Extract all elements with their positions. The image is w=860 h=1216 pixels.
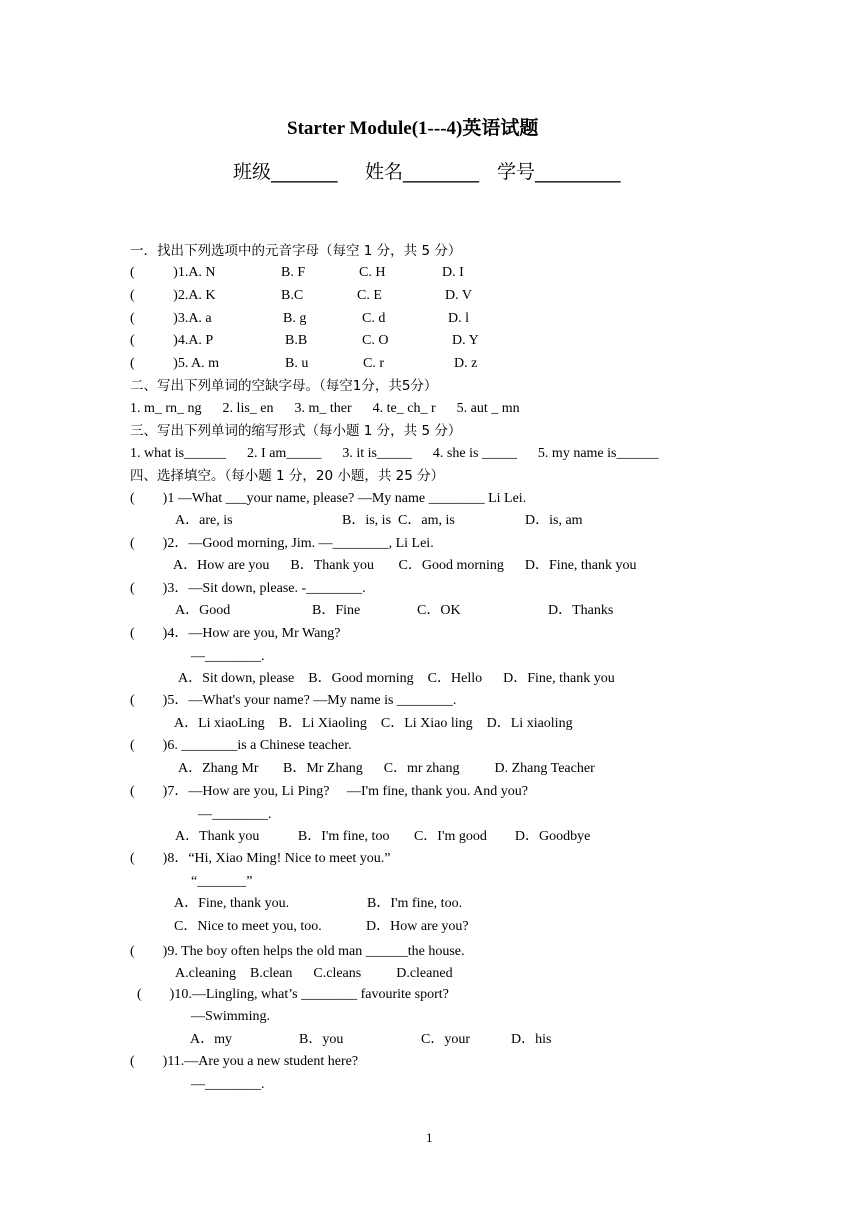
s1-question-3: ( )3.A. a [130, 311, 212, 326]
s4-q7-answer-blank: —________. [198, 807, 272, 822]
s4-q3-option-d: D．Thanks [548, 603, 614, 618]
s4-q6-options: A．Zhang Mr B．Mr Zhang C．mr zhang D. Zhang Teacher [178, 761, 595, 776]
s1-q3-option-b: B. g [283, 311, 307, 326]
s4-q3-option-c: C．OK [417, 603, 461, 618]
s4-question-10: ( )10.—Lingling, what’s ________ favourite sport? [137, 987, 449, 1002]
s4-q8-answer-blank: “_______” [191, 874, 253, 889]
s4-q10-option-c: C．your [421, 1032, 470, 1047]
section2-line: 1. m_ rn_ ng 2. lis_ en 3. m_ ther 4. te_ ch_ r 5. aut _ mn [130, 401, 520, 416]
section4-heading: 四、选择填空。（每小题 1 分，20 小题，共 25 分） [130, 468, 445, 484]
s4-question-6: ( )6. ________is a Chinese teacher. [130, 738, 352, 753]
s1-q3-option-c: C. d [362, 311, 386, 326]
s1-q1-option-b: B. F [281, 265, 306, 280]
page-number: 1 [426, 1130, 433, 1145]
name-field-label: 姓名________ [365, 161, 480, 183]
s4-q10-option-a: A．my [190, 1032, 232, 1047]
s1-q4-option-c: C. O [362, 333, 389, 348]
s4-q9-options: A.cleaning B.clean C.cleans D.cleaned [175, 966, 453, 981]
s4-q1-option-a: A．are, is [175, 513, 233, 528]
s4-q2-options: A．How are you B．Thank you C．Good morning D．Fine, thank you [173, 558, 637, 573]
s4-question-1: ( )1 —What ___your name, please? —My name ________ Li Lei. [130, 491, 527, 506]
class-field-label: 班级_______ [233, 161, 338, 183]
s4-q10-answer: —Swimming. [191, 1009, 270, 1024]
s4-q10-option-d: D．his [511, 1032, 552, 1047]
s4-q10-option-b: B．you [299, 1032, 344, 1047]
s4-q4-answer-blank: —________. [191, 649, 265, 664]
s1-question-1: ( )1.A. N [130, 265, 216, 280]
s4-q8-option-d: D．How are you? [366, 919, 469, 934]
s4-question-11: ( )11.—Are you a new student here? [130, 1054, 359, 1069]
s1-q3-option-d: D. l [448, 311, 469, 326]
s4-q8-option-a: A．Fine, thank you. [174, 896, 290, 911]
page-title: Starter Module(1---4)英语试题 [287, 118, 539, 139]
s4-question-3: ( )3．—Sit down, please. -________. [130, 581, 366, 596]
student-id-field-label: 学号_________ [497, 161, 621, 183]
s4-q4-options: A．Sit down, please B．Good morning C．Hello D．Fine, thank you [178, 671, 615, 686]
s1-q4-option-b: B.B [285, 333, 308, 348]
s4-q5-options: A．Li xiaoLing B．Li Xiaoling C．Li Xiao ling D．Li xiaoling [174, 716, 573, 731]
s1-question-5: ( )5. A. m [130, 356, 220, 371]
s1-q5-option-c: C. r [363, 356, 384, 371]
section2-heading: 二、写出下列单词的空缺字母。（每空1分，共5分） [130, 378, 438, 394]
s4-q8-option-c: C．Nice to meet you, too. [174, 919, 322, 934]
s4-q11-answer-blank: —________. [191, 1077, 265, 1092]
s4-question-7: ( )7．—How are you, Li Ping? —I'm fine, thank you. And you? [130, 784, 528, 799]
s1-q1-option-c: C. H [359, 265, 386, 280]
s1-q4-option-d: D. Y [452, 333, 479, 348]
s1-q2-option-c: C. E [357, 288, 382, 303]
s1-q2-option-d: D. V [445, 288, 472, 303]
s1-question-2: ( )2.A. K [130, 288, 216, 303]
s1-q1-option-d: D. I [442, 265, 464, 280]
s4-q3-option-b: B．Fine [312, 603, 361, 618]
s1-question-4: ( )4.A. P [130, 333, 214, 348]
s4-question-8: ( )8．“Hi, Xiao Ming! Nice to meet you.” [130, 851, 391, 866]
s4-question-9: ( )9. The boy often helps the old man ______the house. [130, 944, 465, 959]
s4-q1-option-d: D．is, am [525, 513, 583, 528]
s4-q7-options: A．Thank you B．I'm fine, too C．I'm good D．Goodbye [175, 829, 591, 844]
s1-q2-option-b: B.C [281, 288, 304, 303]
section3-line: 1. what is______ 2. I am_____ 3. it is_____ 4. she is _____ 5. my name is______ [130, 446, 659, 461]
s1-q5-option-d: D. z [454, 356, 478, 371]
s1-q5-option-b: B. u [285, 356, 309, 371]
s4-question-2: ( )2．—Good morning, Jim. —________, Li Lei. [130, 536, 434, 551]
s4-question-5: ( )5．—What's your name? —My name is ________. [130, 693, 457, 708]
s4-q8-option-b: B．I'm fine, too. [367, 896, 463, 911]
section3-heading: 三、写出下列单词的缩写形式（每小题 1 分，共 5 分） [130, 423, 462, 439]
section1-heading: 一．找出下列选项中的元音字母（每空 1 分，共 5 分） [130, 243, 462, 259]
s4-q3-option-a: A．Good [175, 603, 231, 618]
s4-question-4: ( )4．—How are you, Mr Wang? [130, 626, 341, 641]
s4-q1-option-bc: B．is, is C．am, is [342, 513, 455, 528]
